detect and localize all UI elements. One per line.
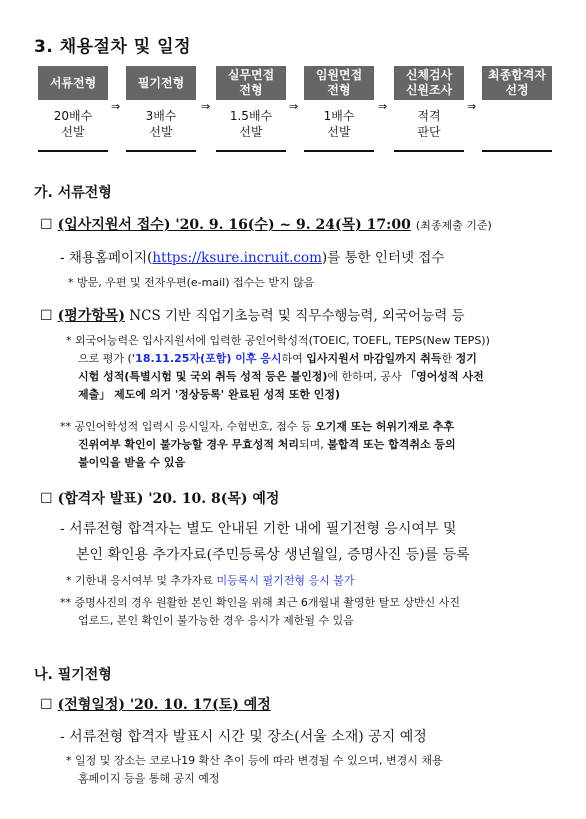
item-note: * 방문, 우편 및 전자우편(e-mail) 접수는 받지 않음 <box>68 276 315 289</box>
note-line: ** 증명사진의 경우 원활한 본인 확인을 위해 최근 6개월내 촬영한 탈모 상반신 사진 <box>60 596 460 609</box>
schedule-item <box>40 694 271 714</box>
step-box: 실무면접 전형 <box>216 66 286 100</box>
step-box: 서류전형 <box>38 66 108 100</box>
item-title: (전형일정) '20. 10. 17(토) 예정 <box>57 697 271 713</box>
step-value: 20배수 선발 <box>38 108 108 152</box>
note-line: 진위여부 확인이 불가능할 경우 무효성적 처리되며, 불합격 또는 합격취소 등의 <box>78 438 456 452</box>
step-box: 임원면접 전형 <box>304 66 374 100</box>
note-line: ** 공인어학성적 입력시 응시일자, 수험번호, 점수 등 오기재 또는 허위기재로 추후 <box>60 420 454 433</box>
step-value: 3배수 선발 <box>126 108 196 152</box>
note-line: * 외국어능력은 입사지원서에 입력한 공인어학성적(TOEIC, TOEFL, TEPS(New TEPS)) <box>66 334 490 347</box>
item-detail <box>60 246 444 266</box>
subsection-title: 가. 서류전형 <box>34 185 112 201</box>
recruit-link[interactable]: https://ksure.incruit.com <box>152 250 322 266</box>
detail-text: )를 통한 인터넷 접수 <box>321 250 445 266</box>
arrow-icon: ⇒ <box>111 100 121 113</box>
item-note-block <box>66 332 556 405</box>
note-line: 제출」 제도에 의거 '정상등록' 완료된 성적 또한 인정) <box>78 388 341 402</box>
item-title: (평가항목) <box>57 308 126 324</box>
arrow-icon: ⇒ <box>378 100 388 113</box>
detail-text: - 채용홈페이지( <box>60 250 153 266</box>
note-line: 홈페이지 등을 통해 공지 예정 <box>78 772 220 786</box>
schedule-item <box>40 304 465 325</box>
checkbox-icon: ☐ <box>40 308 53 324</box>
arrow-icon: ⇒ <box>467 100 477 113</box>
step-value: 1.5배수 선발 <box>216 108 286 152</box>
step-box: 신체검사 신원조사 <box>394 66 464 100</box>
checkbox-icon: ☐ <box>40 697 53 713</box>
step-box: 최종합격자 선정 <box>482 66 552 100</box>
item-note-block <box>60 594 556 630</box>
item-title: (입사지원서 접수) '20. 9. 16(수) ~ 9. 24(목) 17:00 <box>57 217 411 233</box>
subsection-title: 나. 필기전형 <box>34 667 112 683</box>
step-value <box>482 108 552 152</box>
checkbox-icon: ☐ <box>40 217 53 233</box>
item-note: * 기한내 응시여부 및 추가자료 미등록시 필기전형 응시 불가 <box>66 574 355 587</box>
item-title: (합격자 발표) '20. 10. 8(목) 예정 <box>57 491 280 507</box>
note-line: 업로드, 본인 확인이 불가능한 경우 응시가 제한될 수 있음 <box>78 614 354 628</box>
schedule-item <box>40 214 492 235</box>
step-value: 1배수 선발 <box>304 108 374 152</box>
checkbox-icon: ☐ <box>40 491 53 507</box>
arrow-icon: ⇒ <box>289 100 299 113</box>
section-title: 3. 채용절차 및 일정 <box>34 37 191 57</box>
note-line: 시험 성적(특별시험 및 국외 취득 성적 등은 불인정)에 한하며, 공사 「영어성적 사전 <box>78 370 484 384</box>
item-text: NCS 기반 직업기초능력 및 직무수행능력, 외국어능력 등 <box>125 308 465 324</box>
item-detail: 본인 확인용 추가자료(주민등록상 생년월일, 증명사진 등)를 등록 <box>76 547 470 563</box>
arrow-icon: ⇒ <box>201 100 211 113</box>
step-value: 적격 판단 <box>394 108 464 152</box>
item-detail: - 서류전형 합격자 발표시 시간 및 장소(서울 소재) 공지 예정 <box>60 729 427 745</box>
note-line: * 일정 및 장소는 코로나19 확산 추이 등에 따라 변경될 수 있으며, 변경시 채용 <box>66 754 443 767</box>
item-note: (최종제출 기준) <box>415 219 492 232</box>
schedule-item <box>40 488 279 508</box>
item-note-block <box>66 752 556 788</box>
note-line: 불이익을 받을 수 있음 <box>78 456 186 470</box>
item-detail: - 서류전형 합격자는 별도 안내된 기한 내에 필기전형 응시여부 및 <box>60 521 457 537</box>
item-note-block <box>60 418 556 472</box>
note-line: 으로 평가 ('18.11.25자(포함) 이후 응시하여 입사지원서 마감일까지 취득한 정기 <box>78 352 477 366</box>
step-box: 필기전형 <box>126 66 196 100</box>
